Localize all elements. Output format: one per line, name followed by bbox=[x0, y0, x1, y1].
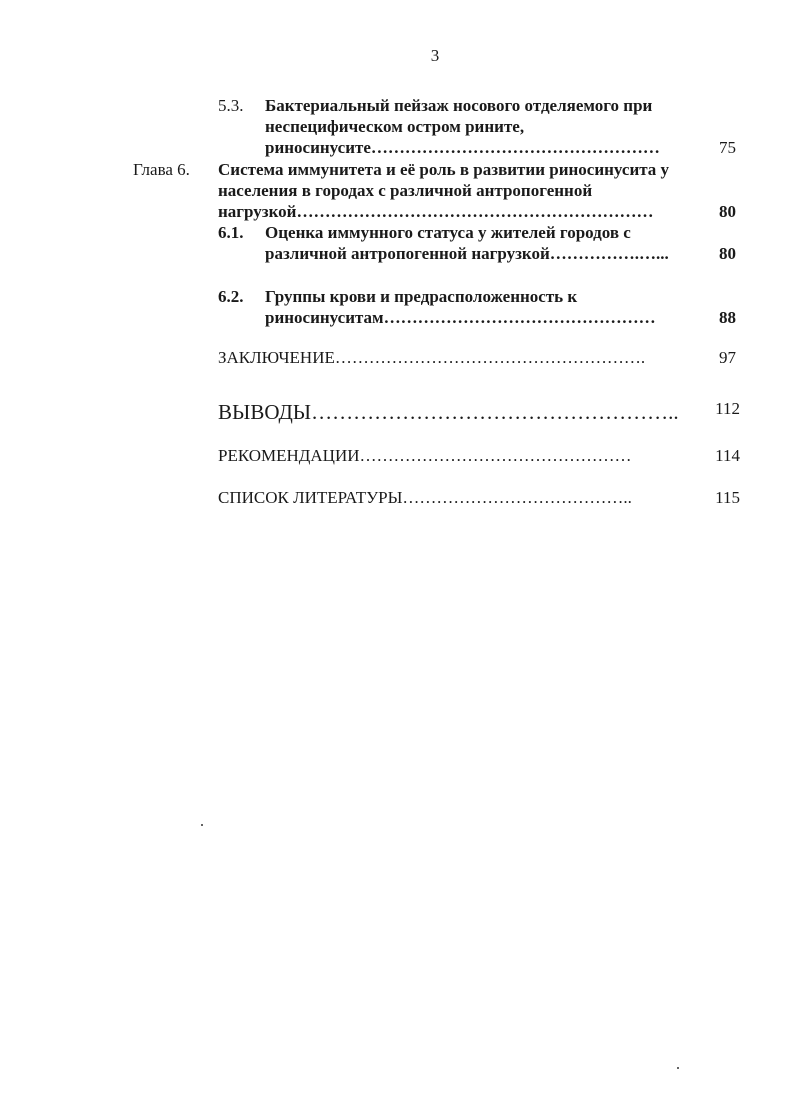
toc-6-2-line1: Группы крови и предрасположенность к bbox=[265, 287, 578, 306]
toc-chapter-6-page: 80 bbox=[719, 202, 736, 221]
scan-speck bbox=[201, 824, 203, 826]
toc-chapter-6-label: Глава 6. bbox=[133, 160, 190, 179]
toc-6-1-line2: различной антропогенной нагрузкой…………….…... bbox=[265, 244, 669, 263]
toc-5-3-line3: риносинуситe…………………………………………… bbox=[265, 138, 660, 157]
toc-findings: ВЫВОДЫ…………………………………………….. bbox=[218, 400, 679, 424]
toc-references: СПИСОК ЛИТЕРАТУРЫ………………………………….. bbox=[218, 488, 632, 507]
toc-conclusion-page: 97 bbox=[719, 348, 736, 367]
toc-6-2-number: 6.2. bbox=[218, 287, 244, 306]
toc-6-1-page: 80 bbox=[719, 244, 736, 263]
toc-5-3-line2: неспецифическом остром рините, bbox=[265, 117, 525, 136]
toc-chapter-6-line1: Система иммунитета и её роль в развитии риносинусита у bbox=[218, 160, 670, 179]
page-number: 3 bbox=[430, 46, 440, 65]
toc-findings-page: 112 bbox=[715, 399, 740, 418]
toc-6-2-page: 88 bbox=[719, 308, 736, 327]
toc-chapter-6-line2: населения в городах с различной антропогенной bbox=[218, 181, 593, 200]
toc-6-2-line2: риносинуситам………………………………………… bbox=[265, 308, 656, 327]
scan-speck bbox=[677, 1067, 679, 1069]
toc-5-3-page: 75 bbox=[719, 138, 736, 157]
toc-6-1-line1: Оценка иммунного статуса у жителей городов с bbox=[265, 223, 631, 242]
toc-recommendations: РЕКОМЕНДАЦИИ………………………………………… bbox=[218, 446, 632, 465]
toc-recommendations-page: 114 bbox=[715, 446, 740, 465]
toc-chapter-6-line3: нагрузкой……………………………………………………… bbox=[218, 202, 654, 221]
toc-5-3-number: 5.3. bbox=[218, 96, 244, 115]
toc-6-1-number: 6.1. bbox=[218, 223, 244, 242]
toc-conclusion: ЗАКЛЮЧЕНИЕ………………………………………………. bbox=[218, 348, 646, 367]
toc-5-3-line1: Бактериальный пейзаж носового отделяемого при bbox=[265, 96, 653, 115]
toc-references-page: 115 bbox=[715, 488, 740, 507]
